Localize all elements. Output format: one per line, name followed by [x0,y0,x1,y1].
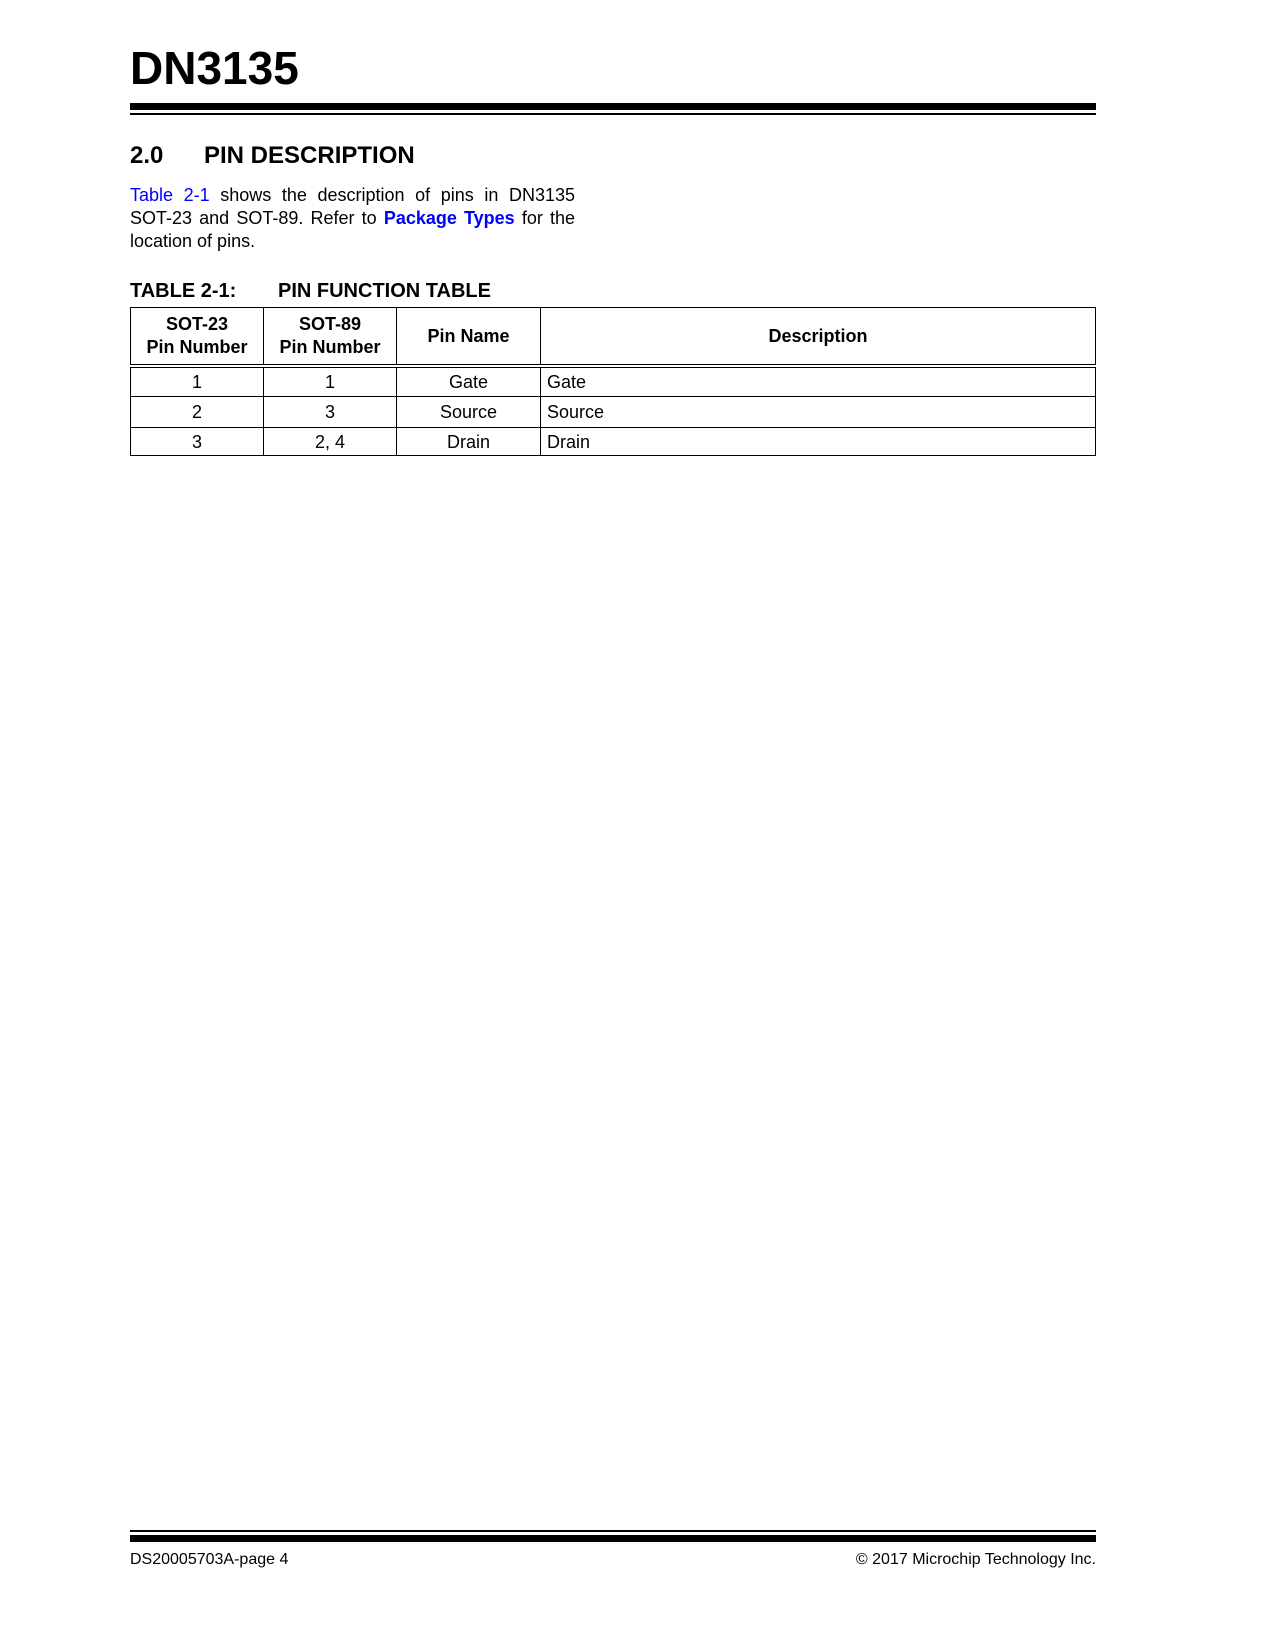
intro-text-1: shows the description of pins in DN3135 SOT-23 and SOT-89. Refer to [130,185,575,228]
header-rule-thick [130,103,1096,110]
package-types-link[interactable]: Package Types [383,208,515,228]
cell-sot23: 1 [131,366,264,397]
table-row [131,366,1096,397]
footer-rule-thin [130,1530,1096,1532]
cell-sot23: 3 [131,428,264,456]
cell-sot89: 2, 4 [264,428,397,456]
table-caption [130,279,491,303]
footer-copyright: © 2017 Microchip Technology Inc. [855,1551,1096,1568]
cell-pin-name: Source [397,397,541,428]
table-row [131,428,1096,456]
header-pin-name: Pin Name [397,308,541,367]
cell-sot23: 2 [131,397,264,428]
header-sot23-pin-number: SOT-23 Pin Number [131,308,264,367]
cell-sot89: 3 [264,397,397,428]
footer-page-id: DS20005703A-page 4 [130,1551,289,1568]
table-caption-label: TABLE 2-1: [130,280,237,302]
cell-pin-name: Gate [397,366,541,397]
intro-text-2: for the location of pins. [130,208,576,251]
footer-rule-thick [130,1535,1096,1542]
section-number: 2.0 [130,142,164,169]
table-2-1-link[interactable]: Table 2-1 [130,185,210,205]
table-caption-title: PIN FUNCTION TABLE [278,280,491,302]
cell-sot89: 1 [264,366,397,397]
document-title: DN3135 [130,42,299,94]
cell-description: Gate [541,366,1096,397]
section-title: PIN DESCRIPTION [204,142,415,169]
table-row [131,397,1096,428]
pin-function-table [130,307,1096,456]
cell-pin-name: Drain [397,428,541,456]
intro-paragraph [130,184,575,253]
cell-description: Drain [541,428,1096,456]
section-heading [130,142,415,170]
header-description: Description [541,308,1096,367]
cell-description: Source [541,397,1096,428]
table-header-row [131,308,1096,367]
header-rule-thin [130,113,1096,115]
header-sot89-pin-number: SOT-89 Pin Number [264,308,397,367]
